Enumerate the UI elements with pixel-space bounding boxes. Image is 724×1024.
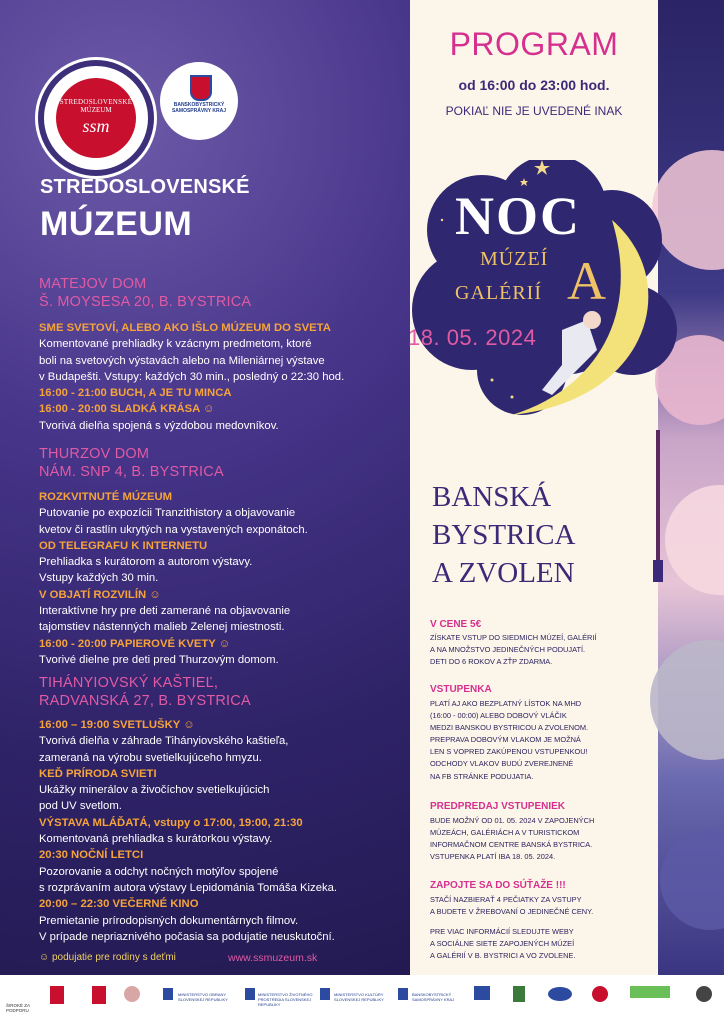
program-heading: 16:00 - 20:00 SLADKÁ KRÁSA ☺ — [39, 403, 215, 416]
info-line: ZÍSKATE VSTUP DO SIEDMICH MÚZEÍ, GALÉRIÍ — [430, 633, 597, 642]
kraj-logo-line2: SAMOSPRÁVNY KRAJ — [171, 108, 227, 114]
info-line: A BUDETE V ŽREBOVANÍ O JEDINEČNÉ CENY. — [430, 907, 594, 917]
venue-thurzov-dom — [39, 445, 224, 481]
ssm-logo — [38, 60, 154, 176]
venue-tihanyiovsky-kastiel — [39, 674, 251, 710]
venue-program-list — [39, 320, 399, 434]
info-text-ticket — [430, 698, 622, 783]
program-description: Tvorivé dielne pre deti pred Thurzovým domom. — [39, 653, 279, 666]
program-heading: VÝSTAVA MLÁĎATÁ, vstupy o 17:00, 19:00, 21:30 — [39, 816, 303, 829]
program-description: Komentovaná prehliadka s kurátorkou výstavy. — [39, 833, 273, 846]
info-heading-presale: PREDPREDAJ VSTUPENIEK — [430, 801, 566, 812]
kraj-logo — [160, 62, 238, 140]
poster-galerii: GALÉRIÍ — [455, 282, 542, 304]
program-heading: 16:00 – 19:00 SVETLUŠKY ☺ — [39, 719, 195, 731]
program-description: v Budapešti. Vstupy: každých 30 min., posledný o 22:30 hod. — [39, 370, 345, 383]
info-line: A SOCIÁLNE SIETE ZAPOJENÝCH MÚZEÍ — [430, 939, 575, 949]
ministry-environment-label: MINISTERSTVO ŽIVOTNÉHO PROSTREDIA SLOVENSKEJ REPUBLIKY — [258, 992, 313, 1007]
info-line: PREPRAVA DOBOVÝM VLAKOM JE MOŽNÁ — [430, 735, 581, 745]
info-line: INFORMAČNOM CENTRE BANSKÁ BYSTRICA. — [430, 840, 593, 850]
poster-muzei: MÚZEÍ — [480, 248, 549, 270]
info-line: VSTUPENKA PLATÍ IBA 18. 05. 2024. — [430, 852, 556, 862]
program-heading: V OBJATÍ ROZVILÍN ☺ — [39, 588, 161, 601]
program-description: zameraná na výrobu svetielkujúceho hmyzu. — [39, 751, 262, 764]
program-heading: 20:00 – 22:30 VEČERNÉ KINO — [39, 898, 199, 911]
program-description: s rozprávaním autora výstavy Lepidománia Tomáša Kizeka. — [39, 881, 338, 894]
poster-noc: NOC — [455, 186, 581, 246]
venue-address: Š. MOYSESA 20, B. BYSTRICA — [39, 294, 252, 310]
program-description: Komentované prehliadky k vzácnym predmetom, ktoré — [39, 338, 312, 351]
program-heading: 16:00 - 21:00 BUCH, A JE TU MINCA — [39, 387, 232, 400]
info-text-price — [430, 632, 622, 668]
info-text-presale — [430, 815, 622, 863]
museum-title-line2: MÚZEUM — [40, 205, 193, 243]
poster-a: A — [567, 251, 606, 311]
ministry-defense-label: MINISTERSTVO OBRANY SLOVENSKEJ REPUBLIKY — [178, 992, 228, 1002]
info-line: A GALÉRIÍ V B. BYSTRICI A VO ZVOLENE. — [430, 951, 576, 961]
event-date: 18. 05. 2024 — [408, 325, 537, 350]
kraj-logo-line1: BANSKOBYSTRICKÝ — [173, 102, 225, 108]
program-title: PROGRAM — [449, 26, 619, 62]
info-line: (16:00 - 00:00) ALEBO DOBOVÝ VLÁČIK — [430, 711, 567, 721]
program-heading: 16:00 - 20:00 PAPIEROVÉ KVETY ☺ — [39, 637, 231, 650]
museum-title-line1: STREDOSLOVENSKÉ — [40, 176, 250, 198]
program-description: Interaktívne hry pre deti zamerané na objavovanie — [39, 605, 291, 618]
ssm-logo-line2: MÚZEUM — [80, 106, 112, 114]
program-description: pod UV svetlom. — [39, 800, 122, 813]
info-line: MÚZEÁCH, GALÉRIÁCH A V TURISTICKOM — [430, 828, 580, 838]
info-line: PLATÍ AJ AKO BEZPLATNÝ LÍSTOK NA MHD — [430, 699, 582, 708]
program-description: kvetov či rastlín ukrytých na vystavených exponátoch. — [39, 523, 308, 536]
program-heading: SME SVETOVÍ, ALEBO AKO IŠLO MÚZEUM DO SVETA — [39, 322, 331, 334]
info-text-contest — [430, 894, 622, 918]
program-description: Vstupy každých 30 min. — [39, 572, 159, 585]
venue-name: MATEJOV DOM — [39, 276, 147, 292]
info-heading-ticket: VSTUPENKA — [430, 684, 492, 695]
info-line: ODCHODY VLAKOV BUDÚ ZVEREJNENÉ — [430, 759, 574, 769]
program-description: tajomstiev nástenných malieb Zelenej miestnosti. — [39, 621, 285, 634]
program-description: Premietanie prírodopisných dokumentárnych filmov. — [39, 914, 299, 927]
ssm-logo-abbrev: ssm — [82, 116, 110, 136]
info-line: A NA MNOŽSTVO JEDINEČNÝCH PODUJATÍ. — [430, 645, 586, 655]
program-description: Ukážky minerálov a živočíchov svetielkujúcich — [39, 784, 270, 797]
program-note: POKIAĽ NIE JE UVEDENÉ INAK — [445, 104, 623, 118]
program-heading: OD TELEGRAFU K INTERNETU — [39, 539, 208, 552]
program-heading: 20:30 NOČNÍ LETCI — [39, 849, 144, 862]
info-heading-price: V CENE 5€ — [430, 619, 482, 630]
venue-address: RADVANSKÁ 27, B. BYSTRICA — [39, 693, 251, 709]
venue-program-list — [39, 489, 399, 668]
city-line: A ZVOLEN — [432, 557, 575, 589]
info-line: LEN S VOPRED ZAKÚPENOU VSTUPENKOU! — [430, 747, 588, 757]
info-line: STAČÍ NAZBIERAŤ 4 PEČIATKY ZA VSTUPY — [430, 895, 582, 904]
city-heading — [432, 478, 575, 592]
partners-label: ŠIROKÉ ZA PODPORU — [6, 1003, 30, 1013]
sky-decoration — [640, 0, 724, 975]
program-heading: ROZKVITNUTÉ MÚZEUM — [39, 491, 173, 503]
program-hours: od 16:00 do 23:00 hod. — [458, 77, 610, 93]
kraj-footer-label: BANSKOBYSTRICKÝ SAMOSPRÁVNY KRAJ — [412, 992, 455, 1002]
info-heading-contest: ZAPOJTE SA DO SÚŤAŽE !!! — [430, 880, 566, 891]
venue-matejov-dom — [39, 275, 251, 311]
ministry-culture-label: MINISTERSTVO KULTÚRY SLOVENSKEJ REPUBLIKY — [334, 992, 384, 1002]
program-description: Pozorovanie a odchyt nočných motýľov spojené — [39, 865, 279, 878]
program-description: Putovanie po expozícii Tranzithistory a objavovanie — [39, 507, 296, 520]
program-description: V prípade nepriaznivého počasia sa podujatie neuskutoční. — [39, 930, 335, 943]
info-line: NA FB STRÁNKE PODUJATIA. — [430, 771, 534, 781]
website-link[interactable]: www.ssmuzeum.sk — [228, 952, 318, 964]
coat-of-arms-icon — [190, 75, 212, 101]
city-line: BANSKÁ — [432, 481, 552, 513]
program-description: boli na svetových výstavách alebo na Mileniárnej výstave — [39, 354, 325, 367]
info-line: MEDZI BANSKOU BYSTRICOU A ZVOLENOM. — [430, 723, 589, 733]
program-description: Tvorivá dielňa v záhrade Tihányiovského kaštieľa, — [39, 735, 289, 748]
info-line: DETI DO 6 ROKOV A ZŤP ZDARMA. — [430, 657, 553, 667]
program-description: Prehliadka s kurátorom a autorom výstavy. — [39, 556, 253, 569]
venue-name: THURZOV DOM — [39, 446, 150, 462]
venue-address: NÁM. SNP 4, B. BYSTRICA — [39, 464, 224, 480]
city-line: BYSTRICA — [432, 519, 576, 551]
info-line: PRE VIAC INFORMÁCIÍ SLEDUJTE WEBY — [430, 927, 574, 936]
venue-name: TIHÁNYIOVSKÝ KAŠTIEĽ, — [39, 675, 219, 691]
info-text-more — [430, 926, 622, 962]
venue-program-list — [39, 717, 399, 945]
ssm-logo-line1: STREDOSLOVENSKÉ — [59, 98, 133, 106]
family-event-note: ☺ podujatie pre rodiny s deťmi — [39, 952, 176, 963]
program-description: Tvorivá dielňa spojená s výzdobou medovníkov. — [39, 419, 279, 432]
info-line: BUDE MOŽNÝ OD 01. 05. 2024 V ZAPOJENÝCH — [430, 816, 595, 825]
program-heading: KEĎ PRÍRODA SVIETI — [39, 767, 157, 780]
